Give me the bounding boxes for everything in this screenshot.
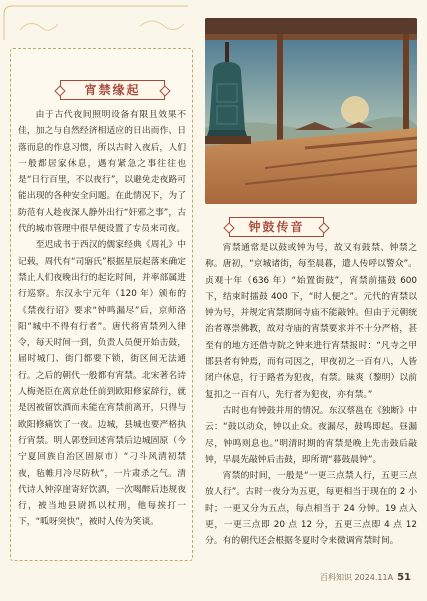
paragraph: 古时也有钟鼓并用的情况。东汉蔡邕在《独断》中云：“鼓以动众，钟以止众。夜漏尽，鼓鸣即起。昼漏尽，钟鸣则息也。”明清时期的宵禁是晚上先击鼓后敲钟，早晨先敲钟后击鼓，即所谓“暮鼓晨钟”。: [205, 405, 417, 465]
page-footer: [320, 572, 411, 583]
bell-tower-illustration: [205, 18, 417, 204]
left-section-title: [60, 80, 165, 100]
left-section-title-text: 宵禁缘起: [84, 83, 141, 97]
illustration-scene: [205, 18, 417, 204]
left-article-body: [18, 107, 186, 531]
paragraph: 至迟成书于西汉的儒家经典《周礼》中记载，周代有“司寤氏”根据星辰起落来确定禁止人们夜晚出行的起讫时间，并率部属进行巡察。东汉永宁元年（120 年）颁布的《禁夜行诏》要求“钟鸣漏尽”后，京师洛阳“城中不得有行者”。唐代将宵禁列入律令，每天时间一到，负责人员便开始击鼓，届时城门、街门都要下锁，街区间无法通行。之后的朝代一般都有宵禁。北宋著名诗人梅尧臣在离京赴任前到欧阳修家辞行，就是因被留饮酒而未能在宵禁前离开，只得与欧阳修痛饮了一夜。边城，县城也要严格执行宵禁。明人郭登回述宵禁后边城固原（今宁夏回族自治区固原市）“刁斗风清初禁夜，毡帷月冷尽防秋”，一片肃杀之气。清代诗人钟淳崖寄好饮酒，一次喝醉后违规夜行，被当地县尉抓以杖刑，他每挨打一下，“呱呀突快”，被时人传为笑谈。: [18, 240, 186, 528]
right-article-body: [205, 240, 417, 550]
paragraph: 宵禁的时间，一般是“一更三点禁人行，五更三点放人行”。古时一夜分为五更，每更相当于现在的 2 小时；一更又分为五点，每点相当于 24 分钟。19 点入更，一更三点即 20 点 12 分，五更三点即 4 点 12 分。有的朝代还会根据冬夏时令来微调宵禁时间。: [205, 471, 417, 547]
header-decoration: [0, 0, 200, 48]
right-section-title-text: 钟鼓传音: [248, 220, 305, 234]
right-section-title: [229, 217, 324, 237]
paragraph: 宵禁通常是以鼓或钟为号，故又有鼓禁、钟禁之称。唐初，“京城诸街，每至晨暮，遣人传呼以警众”。贞观十年（636 年）“始置街鼓”，宵禁前擂鼓 600 下，结束时擂鼓 400 下，“时人便之”。元代的宵禁以钟为号，并规定宵禁期间寺庙不能敲钟。但由于元朝统治者尊崇佛教，故对寺庙的宵禁要求并不十分严格，甚至有的地方还借寺院之钟来进行宵禁报时：“凡寺之甲邯县者有钟焉，而有司因之，甲夜初之一百有八，人皆闭户休息，行于路者为犯夜，有禁。昧爽（黎明）以前复扣之一百有八，先行者为犯夜，亦有禁。”: [205, 243, 417, 400]
paragraph: 由于古代夜间照明设备有限且效果不佳，加之与自然经济相适应的日出而作、日落而息的作息习惯，所以古时入夜后，人们一般都居家休息，遇有紧急之事往往也是“日行百里，不以夜行”，以避免走夜路可能出现的各种安全问题。在此情况下，为了防范有人趁夜深人静外出行“奸邪之事”，古代的城市管理中很早便设置了专员来司夜。: [18, 110, 186, 235]
page-number: 51: [397, 572, 411, 583]
journal-issue: 百科知识 2024.11A: [319, 573, 394, 582]
